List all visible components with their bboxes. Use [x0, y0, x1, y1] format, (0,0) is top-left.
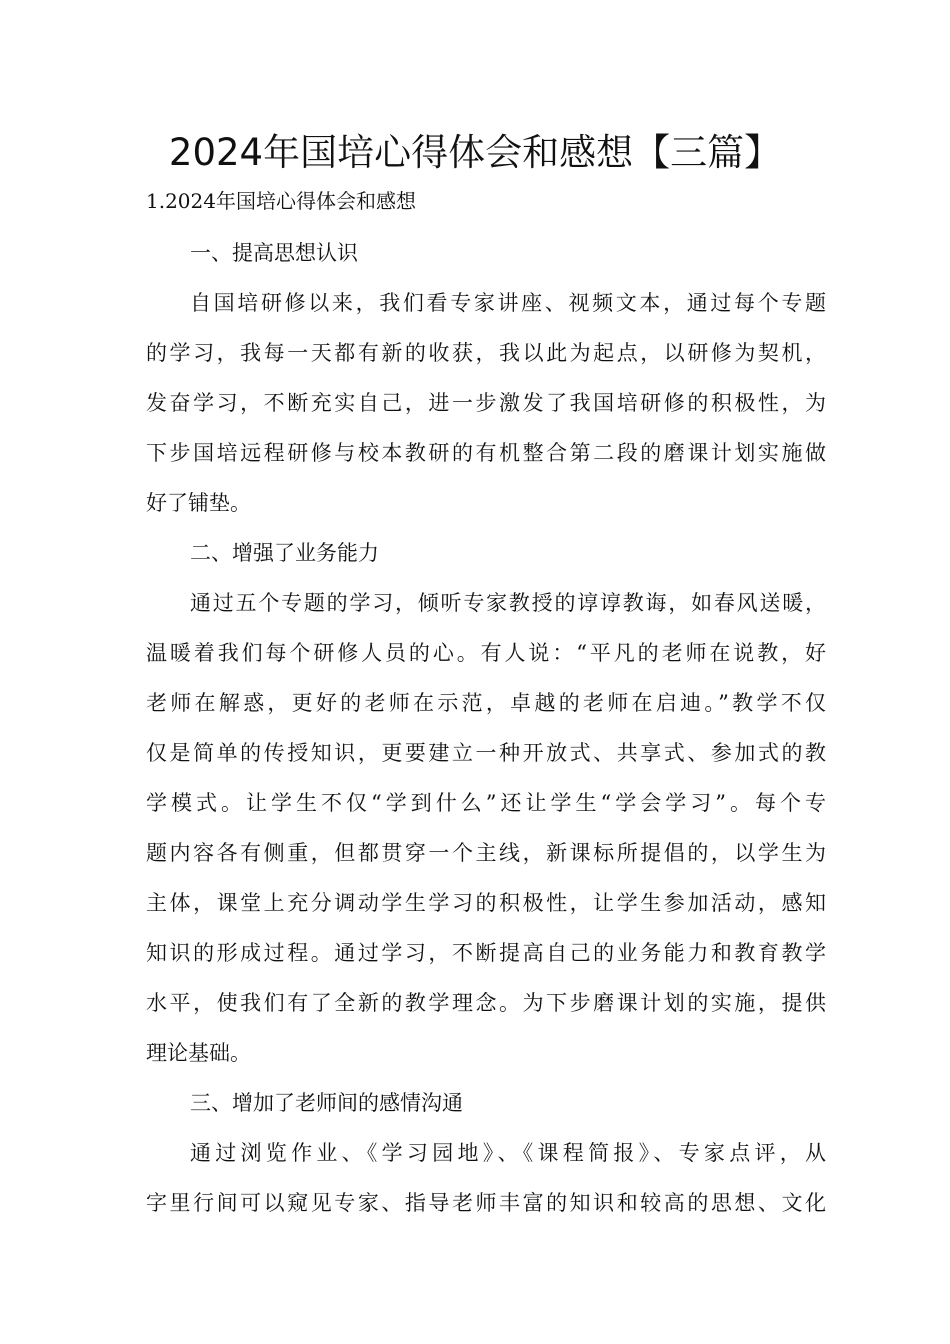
document-title: 2024年国培心得体会和感想【三篇】 — [168, 131, 782, 174]
paragraph-line: 字里行间可以窥见专家、指导老师丰富的知识和较高的思想、文化 — [146, 1191, 826, 1215]
paragraph-line: 通过浏览作业、《学习园地》、《课程简报》、专家点评，从 — [190, 1141, 826, 1165]
section-heading-2: 二、增强了业务能力 — [190, 541, 379, 565]
paragraph-line: 题内容各有侧重，但都贯穿一个主线，新课标所提倡的，以学生为 — [146, 841, 826, 865]
article-subtitle: 1.2024年国培心得体会和感想 — [146, 189, 416, 213]
paragraph-line: 主体，课堂上充分调动学生学习的积极性，让学生参加活动，感知 — [146, 891, 826, 915]
section-paragraph-1 — [146, 278, 826, 528]
paragraph-line: 仅是简单的传授知识，更要建立一种开放式、共享式、参加式的教 — [146, 741, 826, 765]
paragraph-line: 发奋学习，不断充实自己，进一步激发了我国培研修的积极性，为 — [146, 391, 826, 415]
section-heading-3: 三、增加了老师间的感情沟通 — [190, 1091, 463, 1115]
section-heading-1: 一、提高思想认识 — [190, 241, 358, 265]
document-body — [146, 228, 826, 1228]
paragraph-line: 好了铺垫。 — [146, 491, 251, 515]
paragraph-line: 老师在解惑，更好的老师在示范，卓越的老师在启迪。”教学不仅 — [146, 691, 826, 715]
paragraph-line: 的学习，我每一天都有新的收获，我以此为起点，以研修为契机， — [146, 341, 826, 365]
paragraph-line: 学模式。让学生不仅“学到什么”还让学生“学会学习”。每个专 — [146, 791, 826, 815]
paragraph-line: 通过五个专题的学习，倾听专家教授的谆谆教诲，如春风送暖， — [190, 591, 826, 615]
paragraph-line: 知识的形成过程。通过学习，不断提高自己的业务能力和教育教学 — [146, 941, 826, 965]
paragraph-line: 水平，使我们有了全新的教学理念。为下步磨课计划的实施，提供 — [146, 991, 826, 1015]
paragraph-line: 温暖着我们每个研修人员的心。有人说：“平凡的老师在说教，好 — [146, 641, 826, 665]
section-paragraph-3 — [146, 1128, 826, 1228]
paragraph-line: 理论基础。 — [146, 1041, 251, 1065]
section-paragraph-2 — [146, 578, 826, 1078]
paragraph-line: 下步国培远程研修与校本教研的有机整合第二段的磨课计划实施做 — [146, 441, 826, 465]
paragraph-line: 自国培研修以来，我们看专家讲座、视频文本，通过每个专题 — [190, 291, 826, 315]
